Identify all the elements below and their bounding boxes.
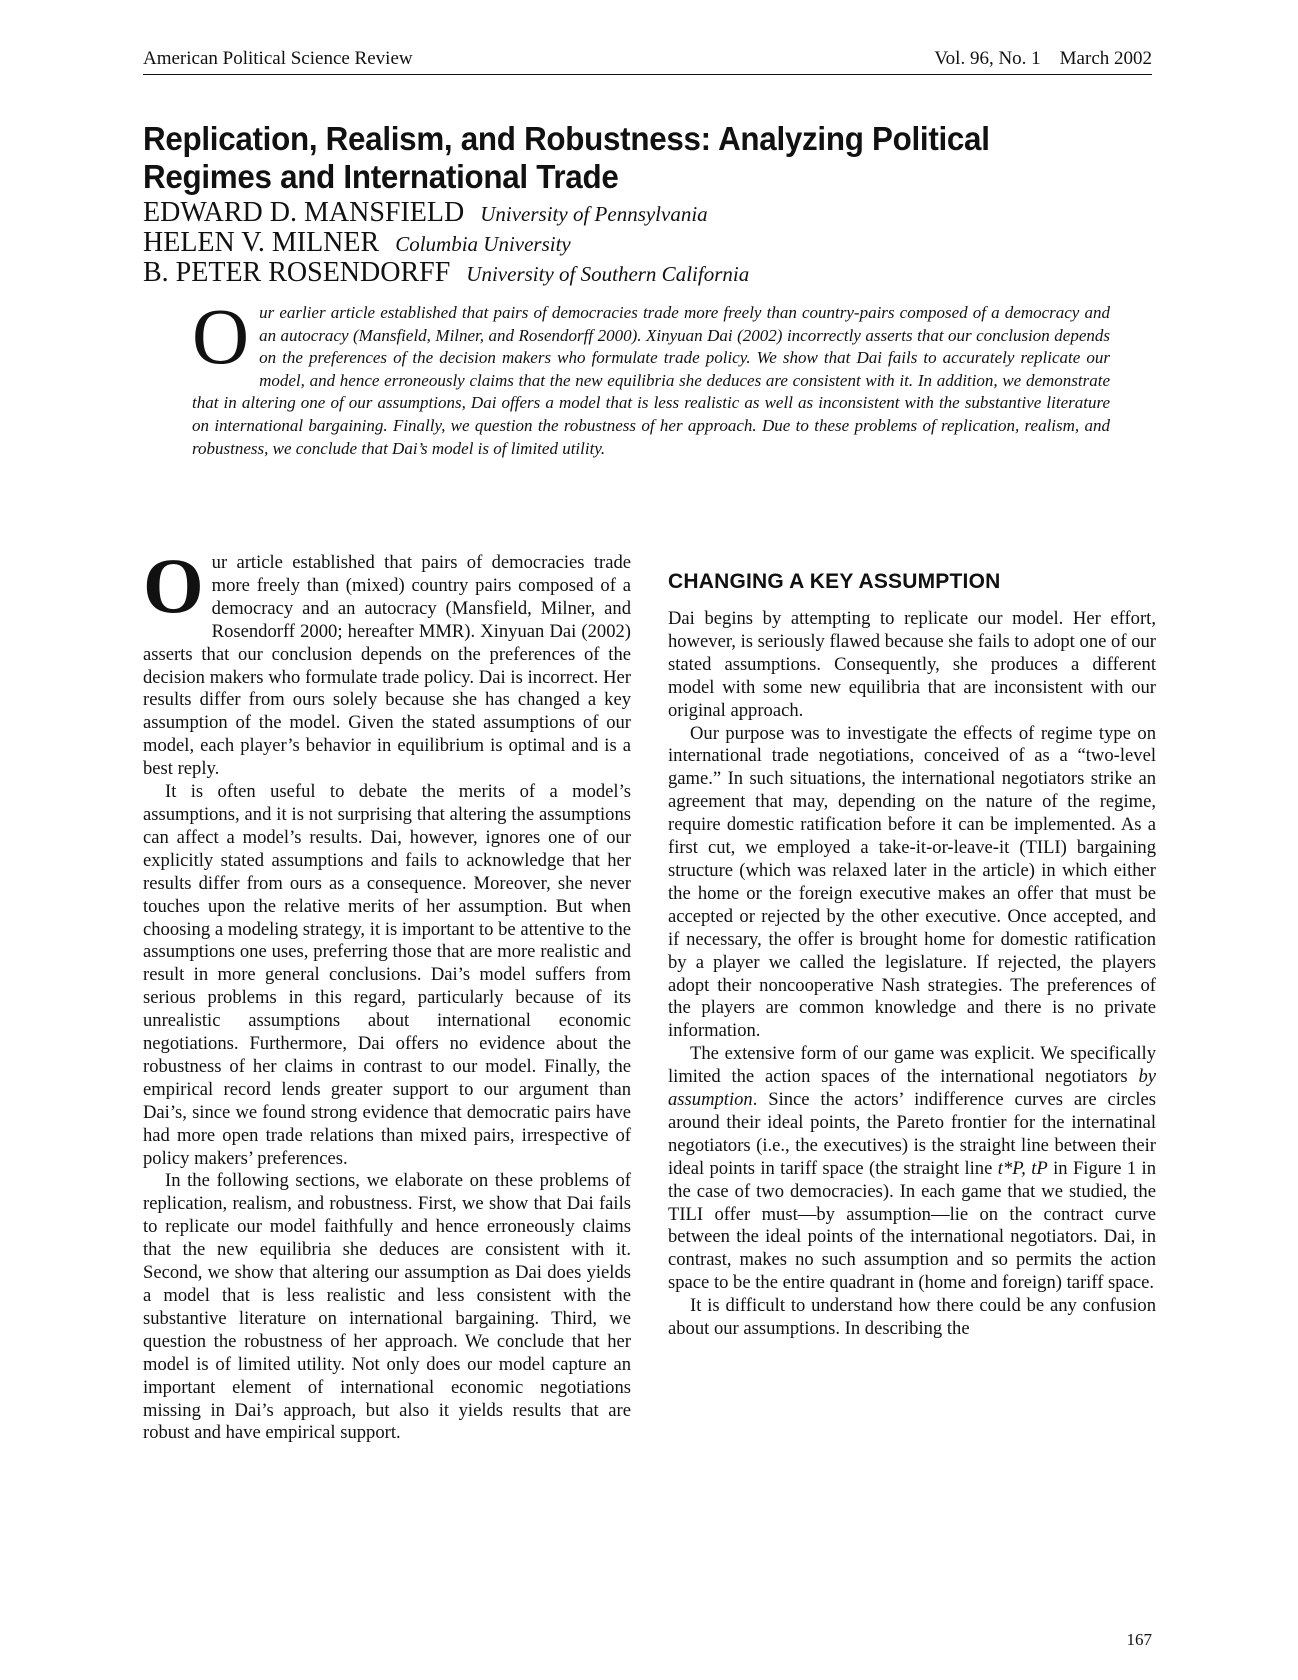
math-inline: t*P, tP [997,1157,1048,1179]
issue-info: Vol. 96, No. 1 March 2002 [934,48,1152,69]
journal-name: American Political Science Review [143,48,413,69]
emphasis-text: by assumption [668,1066,1156,1111]
paragraph-4: Dai begins by attempting to replicate our model. Her effort, however, is seriously flawed because she fails to adopt one of our stated assumptions. Consequently, she produces a different model with some new equilibria that are inconsistent with our original approach. [668,608,1156,721]
paragraph-3: In the following sections, we elaborate on these problems of replication, realism, and robustness. First, we show that Dai fails to replicate our model faithfully and hence erroneously claims that the new equilibria she deduces are consistent with it. Second, we show that altering our assumption as Dai does yields a model that is less realistic and less consistent with the substantive literature on international bargaining. Third, we question the robustness of her approach. We conclude that her model is of limited utility. Not only does our model capture an important element of international economic negotiations missing in Dai’s approach, but also it yields results that are robust and have empirical support. [143,1170,631,1444]
abstract [192,294,1110,460]
paragraph-1 [143,542,631,781]
author-affiliation: University of Southern California [466,262,750,286]
left-column [143,542,631,1445]
author-3 [143,258,749,289]
author-2 [143,228,571,259]
paragraph-text: . Since the actors’ indifference curves are circles around their ideal points, the Pareto frontier for the internatinal negotiators (i.e., the executives) is the straight line between their ideal points in tariff space (the straight line [668,1089,1156,1179]
abstract-dropcap: O [192,294,250,381]
author-name: EDWARD D. MANSFIELD [143,197,465,228]
paragraph-2: It is often useful to debate the merits of a model’s assumptions, and it is not surprising that altering the assumptions can affect a model’s results. Dai, however, ignores one of our explicitly stated assumptions and fails to acknowledge that her results differ from ours as a consequence. Moreover, she never touches upon the relative merits of her assumption. But when choosing a modeling strategy, it is important to be attentive to the assumptions one uses, preferring those that are more realistic and result in more general conclusions. Dai’s model suffers from serious problems in this regard, particularly because of its unrealistic assumptions about international economic negotiations. Furthermore, Dai offers no evidence about the robustness of her claims in contrast to our model. Finally, the empirical record lends greater support to our argument than Dai’s, since we found strong evidence that democratic pairs have had more open trade relations than mixed pairs, irrespective of policy makers’ preferences. [143,781,631,1169]
paragraph-5: Our purpose was to investigate the effects of regime type on international trade negotiations, conceived of as a “two-level game.” In such situations, the international negotiators strike an agreement that may, depending on the nature of the regime, require domestic ratification before it can be implemented. As a first cut, we employed a take-it-or-leave-it (TILI) bargaining structure (which was relaxed later in the article) in which either the home or the foreign executive makes an offer that must be accepted or rejected by the other executive. Once accepted, and if necessary, the offer is brought home for domestic ratification by a player we called the legislature. If rejected, the players adopt their noncooperative Nash strategies. The preferences of the players are common knowledge and there is no private information. [668,722,1156,1042]
paragraph-text: in Figure 1 in the case of two democracies). In each game that we studied, the TILI offer must—by assumption—lie on the contract curve between the ideal points of the international negotiators. Dai, in contrast, makes no such assumption and so permits the action space to be the entire quadrant in (home and foreign) tariff space. [668,1157,1157,1294]
author-affiliation: Columbia University [395,232,571,256]
paragraph-text: The extensive form of our game was explicit. We specifically limited the action spaces of the international negotiators [668,1043,1156,1088]
header-rule [143,74,1152,75]
author-affiliation: University of Pennsylvania [480,202,708,226]
paragraph-dropcap: O [143,542,204,629]
author-name: B. PETER ROSENDORFF [143,257,451,288]
paragraph-6 [668,1043,1156,1295]
page-number: 167 [1126,1630,1152,1649]
paragraph-text: ur article established that pairs of democracies trade more freely than (mixed) country pairs composed of a democracy and an autocracy (Mansfield, Milner, and Rosendorff 2000; hereafter MMR). Xinyuan Dai (2002) asserts that our conclusion depends on the preferences of the decision makers who formulate trade policy. Dai is incorrect. Her results differ from ours solely because she has changed a key assumption of the model. Given the stated assumptions of our model, each player’s behavior in equilibrium is optimal and is a best reply. [143,552,631,780]
author-name: HELEN V. MILNER [143,227,380,258]
paragraph-7: It is difficult to understand how there could be any confusion about our assumptions. In describing the [668,1295,1156,1340]
abstract-text: ur earlier article established that pairs of democracies trade more freely than country-pairs composed of a democracy and an autocracy (Mansfield, Milner, and Rosendorff 2000). Xinyuan Dai (2002) incorrectly asserts that our conclusion depends on the preferences of the decision makers who formulate trade policy. We show that Dai fails to accurately replicate our model, and hence erroneously claims that the new equilibria she deduces are consistent with it. In addition, we demonstrate that in altering one of our assumptions, Dai offers a model that is less realistic as well as inconsistent with the substantive literature on international bargaining. Finally, we question the robustness of her approach. Due to these problems of replication, realism, and robustness, we conclude that Dai’s model is of limited utility. [192,303,1110,458]
article-title: Replication, Realism, and Robustness: Analyzing Political Regimes and International Trade [143,120,990,195]
right-column [668,552,1156,1341]
section-heading: CHANGING A KEY ASSUMPTION [668,570,1001,593]
author-1 [143,198,708,229]
running-head [143,44,1152,74]
